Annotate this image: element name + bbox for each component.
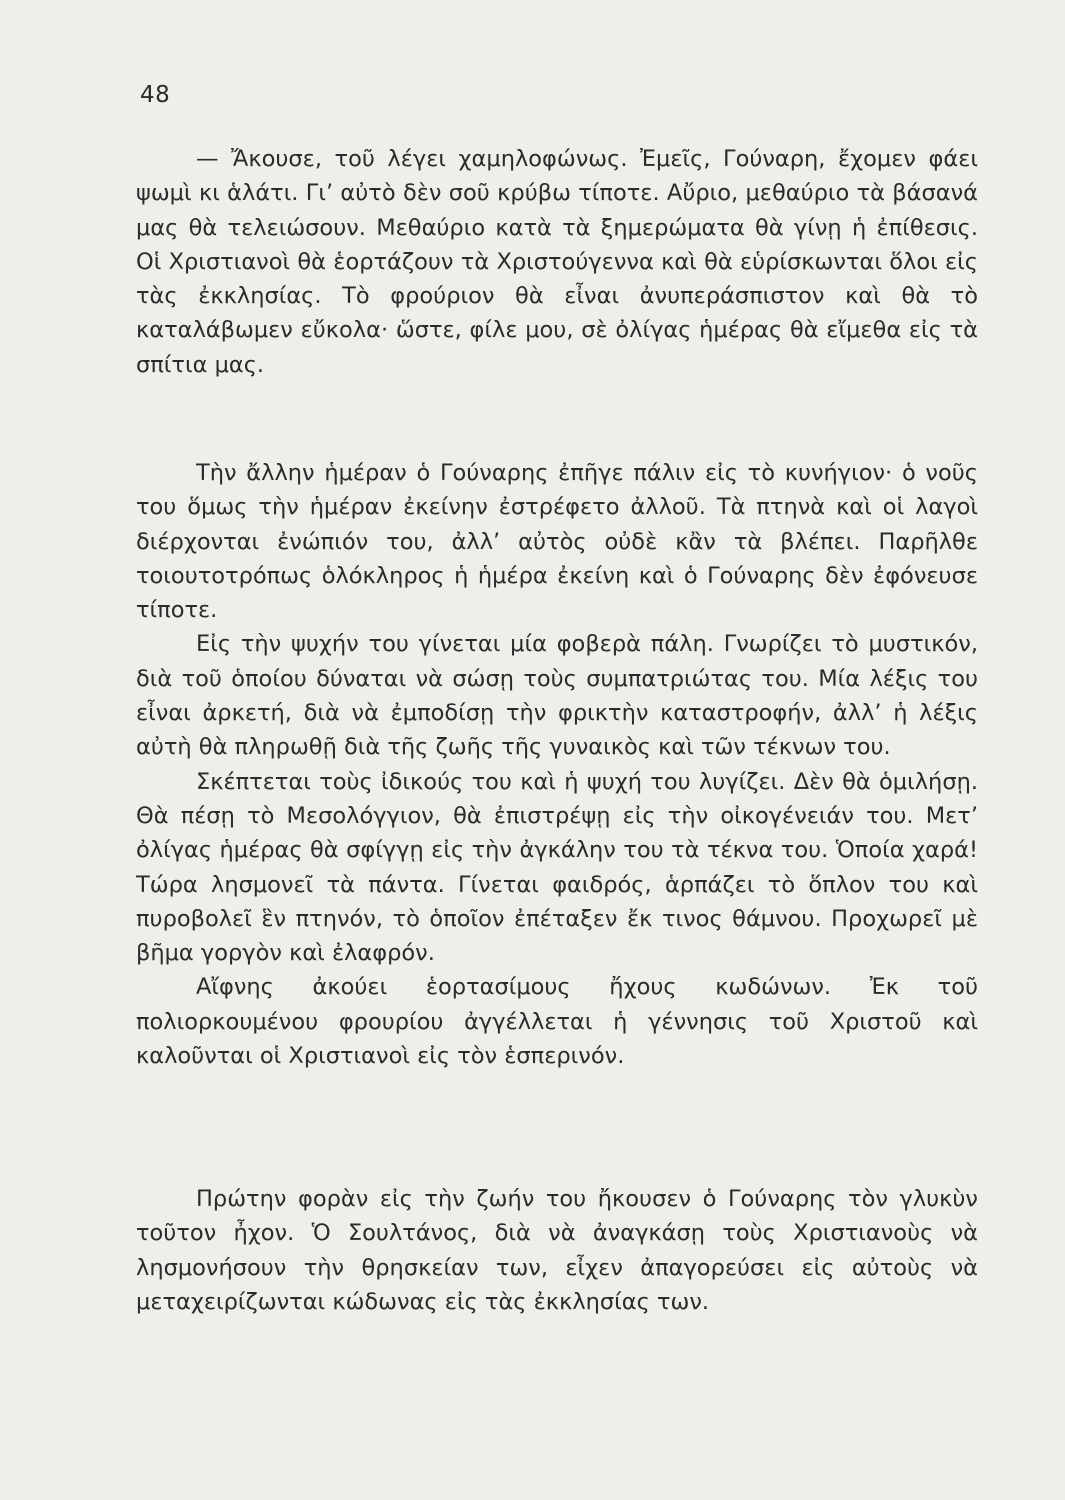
paragraph: Πρώτην φορὰν εἰς τὴν ζωήν του ἤκουσεν ὁ Γούναρης τὸν γλυκὺν τοῦτον ἦχον. Ὁ Σουλτάνος, διὰ νὰ ἀναγκάσῃ τοὺς Χριστιανοὺς νὰ λησμονήσουν τὴν θρησκείαν των, εἶχεν ἀπαγορεύσει εἰς αὐτοὺς νὰ μεταχειρίζωνται κώδωνας εἰς τὰς ἐκκλησίας των. [136,1186,978,1315]
paragraph: Σκέπτεται τοὺς ἰδικούς του καὶ ἡ ψυχή του λυγίζει. Δὲν θὰ ὁμιλήσῃ. Θὰ πέσῃ τὸ Μεσολόγγιον, θὰ ἐπιστρέψῃ εἰς τὴν οἰκογένειάν του. Μετ’ ὀλίγας ἡμέρας θὰ σφίγγῃ εἰς τὴν ἀγκάλην του τὰ τέκνα του. Ὁποία χαρά! Τώρα λησμονεῖ τὰ πάντα. Γίνεται φαιδρός, ἁρπάζει τὸ ὅπλον του καὶ πυροβολεῖ ἓν πτηνόν, τὸ ὁποῖον ἐπέταξεν ἔκ τινος θάμνου. Προχωρεῖ μὲ βῆμα γοργὸν καὶ ἐλαφρόν. [136,768,978,967]
paragraph: Τὴν ἄλλην ἡμέραν ὁ Γούναρης ἐπῆγε πάλιν εἰς τὸ κυνήγιον· ὁ νοῦς του ὅμως τὴν ἡμέραν ἐκείνην ἐστρέφετο ἀλλοῦ. Τὰ πτηνὰ καὶ οἱ λαγοὶ διέρχονται ἐνώπιόν του, ἀλλ’ αὐτὸς οὐδὲ κἂν τὰ βλέπει. Παρῆλθε τοιουτοτρόπως ὁλόκληρος ἡ ἡμέρα ἐκείνη καὶ ὁ Γούναρης δὲν ἐφόνευσε τίποτε. [136,460,978,624]
page-number: 48 [140,82,171,108]
paragraph: Εἰς τὴν ψυχήν του γίνεται μία φοβερὰ πάλη. Γνωρίζει τὸ μυστικόν, διὰ τοῦ ὁποίου δύναται νὰ σώσῃ τοὺς συμπατριώτας του. Μία λέξις του εἶναι ἀρκετή, διὰ νὰ ἐμποδίσῃ τὴν φρικτὴν καταστροφήν, ἀλλ’ ἡ λέξις αὐτὴ θὰ πληρωθῇ διὰ τῆς ζωῆς τῆς γυναικὸς καὶ τῶν τέκνων του. [136,631,978,761]
text-block-closing [136,1182,978,1319]
text-block-dialogue [136,142,978,382]
text-block-narrative [136,456,978,1073]
paragraph: Αἴφνης ἀκούει ἑορτασίμους ἤχους κωδώνων. Ἐκ τοῦ πολιορκουμένου φρουρίου ἀγγέλλεται ἡ γέννησις τοῦ Χριστοῦ καὶ καλοῦνται οἱ Χριστιανοὶ εἰς τὸν ἑσπερινόν. [136,974,978,1070]
paragraph: — Ἄκουσε, τοῦ λέγει χαμηλοφώνως. Ἐμεῖς, Γούναρη, ἔχομεν φάει ψωμὶ κι ἁλάτι. Γι’ αὐτὸ δὲν σοῦ κρύβω τίποτε. Αὔριο, μεθαύριο τὰ βάσανά μας θὰ τελειώσουν. Μεθαύριο κατὰ τὰ ξημερώματα θὰ γίνῃ ἡ ἐπίθεσις. Οἱ Χριστιανοὶ θὰ ἑορτάζουν τὰ Χριστούγεννα καὶ θὰ εὑρίσκωνται ὅλοι εἰς τὰς ἐκκλησίας. Τὸ φρούριον θὰ εἶναι ἀνυπεράσπιστον καὶ θὰ τὸ καταλάβωμεν εὔκολα· ὥστε, φίλε μου, σὲ ὀλίγας ἡμέρας θὰ εἴμεθα εἰς τὰ σπίτια μας. [136,146,978,378]
